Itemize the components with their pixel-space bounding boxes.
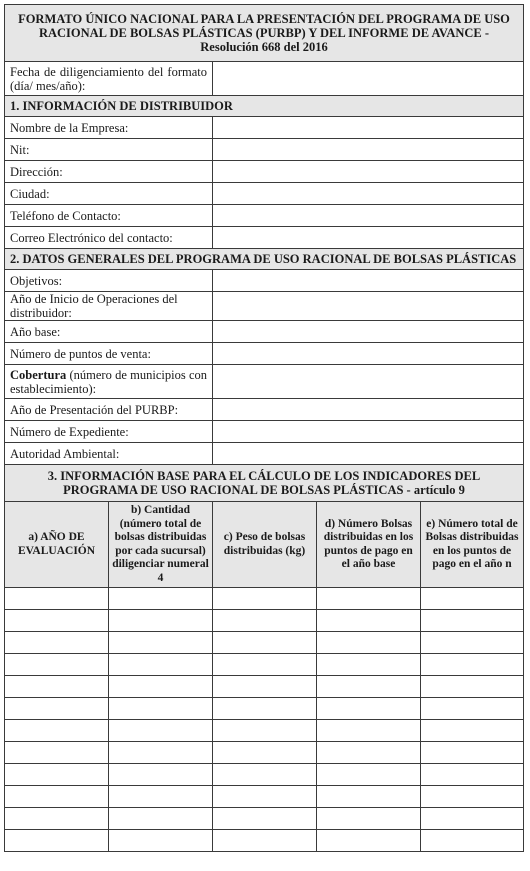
entry-cell[interactable] (213, 808, 317, 830)
cobertura-rest-label: (número de municipios con establecimiento): (10, 367, 207, 396)
entry-cell[interactable] (317, 676, 421, 698)
entry-cell[interactable] (109, 632, 213, 654)
table-row (5, 786, 524, 808)
section3-heading-row (5, 465, 524, 502)
column-header-row (5, 502, 524, 588)
entry-cell[interactable] (5, 830, 109, 852)
entry-cell[interactable] (5, 698, 109, 720)
column-header: b) Cantidad (número total de bolsas distribuidas por cada sucursal) diligenciar numeral 4 (109, 502, 213, 588)
entry-cell[interactable] (421, 786, 524, 808)
expediente-field[interactable] (213, 421, 524, 443)
field-label: Objetivos: (5, 270, 213, 292)
field-label: Correo Electrónico del contacto: (5, 227, 213, 249)
entry-cell[interactable] (421, 610, 524, 632)
entry-cell[interactable] (5, 764, 109, 786)
anio-inicio-row (5, 292, 524, 321)
entry-cell[interactable] (5, 610, 109, 632)
empresa-field[interactable] (213, 117, 524, 139)
correo-row (5, 227, 524, 249)
entry-cell[interactable] (109, 786, 213, 808)
table-row (5, 720, 524, 742)
field-label: Número de Expediente: (5, 421, 213, 443)
fecha-field[interactable] (213, 62, 524, 96)
entry-cell[interactable] (317, 654, 421, 676)
column-header: e) Número total de Bolsas distribuidas en los puntos de pago en el año n (421, 502, 524, 588)
ciudad-field[interactable] (213, 183, 524, 205)
entry-cell[interactable] (213, 830, 317, 852)
nit-field[interactable] (213, 139, 524, 161)
entry-cell[interactable] (421, 676, 524, 698)
entry-cell[interactable] (317, 632, 421, 654)
entry-cell[interactable] (213, 632, 317, 654)
table-row (5, 632, 524, 654)
entry-cell[interactable] (213, 610, 317, 632)
field-label: Ciudad: (5, 183, 213, 205)
field-label: Dirección: (5, 161, 213, 183)
entry-cell[interactable] (5, 808, 109, 830)
nit-row (5, 139, 524, 161)
autoridad-field[interactable] (213, 443, 524, 465)
entry-cell[interactable] (109, 764, 213, 786)
field-label: Año de Presentación del PURBP: (5, 399, 213, 421)
section2-heading: 2. DATOS GENERALES DEL PROGRAMA DE USO RACIONAL DE BOLSAS PLÁSTICAS (5, 249, 524, 270)
entry-cell[interactable] (421, 588, 524, 610)
anio-base-row (5, 321, 524, 343)
table-row (5, 588, 524, 610)
anio-base-field[interactable] (213, 321, 524, 343)
field-label: Año base: (5, 321, 213, 343)
field-label: Autoridad Ambiental: (5, 443, 213, 465)
column-header: d) Número Bolsas distribuidas en los puntos de pago en el año base (317, 502, 421, 588)
entry-cell[interactable] (109, 588, 213, 610)
direccion-row (5, 161, 524, 183)
section3-heading: 3. INFORMACIÓN BASE PARA EL CÁLCULO DE LOS INDICADORES DEL PROGRAMA DE USO RACIONAL DE BOLSAS PLÁSTICAS - artículo 9 (5, 465, 524, 502)
entry-cell[interactable] (317, 830, 421, 852)
title-row (5, 5, 524, 62)
section2-heading-row (5, 249, 524, 270)
section1-heading: 1. INFORMACIÓN DE DISTRIBUIDOR (5, 96, 524, 117)
table-row (5, 654, 524, 676)
entry-cell[interactable] (317, 720, 421, 742)
entry-cell[interactable] (213, 764, 317, 786)
entry-cell[interactable] (317, 764, 421, 786)
objetivos-row (5, 270, 524, 292)
telefono-row (5, 205, 524, 227)
entry-cell[interactable] (421, 720, 524, 742)
column-header: c) Peso de bolsas distribuidas (kg) (213, 502, 317, 588)
field-label: Teléfono de Contacto: (5, 205, 213, 227)
purbp-form (4, 4, 523, 852)
entry-cell[interactable] (317, 588, 421, 610)
table-row (5, 610, 524, 632)
entry-cell[interactable] (109, 808, 213, 830)
entry-cell[interactable] (421, 808, 524, 830)
entry-cell[interactable] (5, 786, 109, 808)
entry-cell[interactable] (109, 610, 213, 632)
entry-cell[interactable] (421, 742, 524, 764)
entry-cell[interactable] (421, 654, 524, 676)
ciudad-row (5, 183, 524, 205)
cobertura-field[interactable] (213, 365, 524, 399)
entry-cell[interactable] (5, 654, 109, 676)
table-row (5, 830, 524, 852)
entry-cell[interactable] (421, 764, 524, 786)
table-row (5, 698, 524, 720)
autoridad-row (5, 443, 524, 465)
puntos-venta-row (5, 343, 524, 365)
entry-cell[interactable] (109, 720, 213, 742)
direccion-field[interactable] (213, 161, 524, 183)
column-header: a) AÑO DE EVALUACIÓN (5, 502, 109, 588)
entry-cell[interactable] (213, 742, 317, 764)
cobertura-bold-label: Cobertura (10, 367, 67, 382)
entry-cell[interactable] (421, 698, 524, 720)
field-label: Nombre de la Empresa: (5, 117, 213, 139)
entry-cell[interactable] (5, 742, 109, 764)
section1-heading-row (5, 96, 524, 117)
entry-cell[interactable] (317, 742, 421, 764)
puntos-venta-field[interactable] (213, 343, 524, 365)
objetivos-field[interactable] (213, 270, 524, 292)
anio-inicio-field[interactable] (213, 292, 524, 321)
correo-field[interactable] (213, 227, 524, 249)
field-label: Año de Inicio de Operaciones del distribuidor: (5, 292, 213, 321)
entry-cell[interactable] (109, 742, 213, 764)
entry-cell[interactable] (317, 808, 421, 830)
entry-cell[interactable] (213, 588, 317, 610)
entry-cell[interactable] (5, 632, 109, 654)
table-row (5, 764, 524, 786)
table-row (5, 808, 524, 830)
entry-cell[interactable] (5, 676, 109, 698)
form-title: FORMATO ÚNICO NACIONAL PARA LA PRESENTACIÓN DEL PROGRAMA DE USO RACIONAL DE BOLSAS PLÁSTICAS (PURBP) Y DEL INFORME DE AVANCE - Resolución 668 del 2016 (5, 5, 524, 62)
expediente-row (5, 421, 524, 443)
field-label: Número de puntos de venta: (5, 343, 213, 365)
entry-cell[interactable] (5, 588, 109, 610)
entry-cell[interactable] (213, 720, 317, 742)
entry-cell[interactable] (109, 830, 213, 852)
telefono-field[interactable] (213, 205, 524, 227)
entry-cell[interactable] (213, 786, 317, 808)
entry-cell[interactable] (317, 698, 421, 720)
table-row (5, 676, 524, 698)
cobertura-label (5, 365, 213, 399)
entry-cell[interactable] (5, 720, 109, 742)
fecha-label: Fecha de diligenciamiento del formato (día/ mes/año): (5, 62, 213, 96)
entry-cell[interactable] (421, 830, 524, 852)
anio-presentacion-field[interactable] (213, 399, 524, 421)
entry-cell[interactable] (317, 610, 421, 632)
fecha-row (5, 62, 524, 96)
field-label: Nit: (5, 139, 213, 161)
entry-cell[interactable] (213, 676, 317, 698)
indicator-table-body (5, 588, 524, 852)
entry-cell[interactable] (213, 654, 317, 676)
entry-cell[interactable] (109, 654, 213, 676)
entry-cell[interactable] (109, 698, 213, 720)
entry-cell[interactable] (109, 676, 213, 698)
table-row (5, 742, 524, 764)
empresa-row (5, 117, 524, 139)
anio-presentacion-row (5, 399, 524, 421)
entry-cell[interactable] (213, 698, 317, 720)
entry-cell[interactable] (317, 786, 421, 808)
cobertura-row (5, 365, 524, 399)
entry-cell[interactable] (421, 632, 524, 654)
form-table (4, 4, 524, 852)
